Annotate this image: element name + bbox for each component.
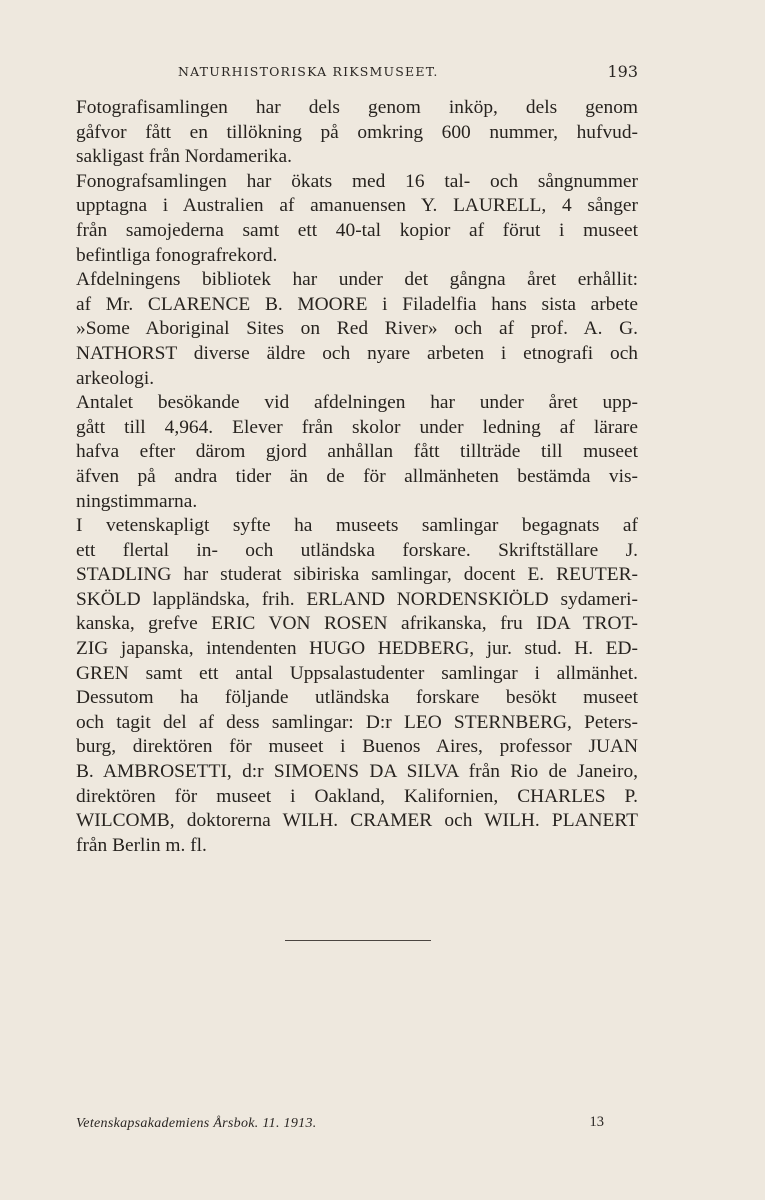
section-divider xyxy=(285,940,431,941)
signature-number: 13 xyxy=(589,1114,604,1130)
text-line: arkeologi. xyxy=(76,367,155,389)
text-line: STADLING har studerat sibiriska samlingar, docent E. REUTER- xyxy=(76,564,638,586)
text-line: WILCOMB, doktorerna WILH. CRAMER och WILH. PLANERT xyxy=(76,810,638,832)
text-line: B. AMBROSETTI, d:r SIMOENS DA SILVA från Rio de Janeiro, xyxy=(76,761,638,783)
paragraph-visitors xyxy=(76,391,638,514)
text-line: ZIG japanska, intendenten HUGO HEDBERG, jur. stud. H. ED- xyxy=(76,638,638,660)
text-line: från Berlin m. fl. xyxy=(76,834,207,856)
text-line: SKÖLD lappländska, frih. ERLAND NORDENSKIÖLD sydameri- xyxy=(76,588,638,610)
text-line: ningstimmarna. xyxy=(76,490,198,512)
text-line: NATHORST diverse äldre och nyare arbeten i etnografi och xyxy=(76,342,638,364)
text-line: och tagit del af dess samlingar: D:r LEO STERNBERG, Peters- xyxy=(76,711,638,733)
text-line: I vetenskapligt syfte ha museets samlingar begagnats af xyxy=(76,515,638,537)
paragraph-photo-collection xyxy=(76,96,638,170)
text-line: ett flertal in- och utländska forskare. Skriftställare J. xyxy=(76,539,638,561)
text-line: hafva efter därom gjord anhållan fått tillträde till museet xyxy=(76,441,638,463)
text-line: befintliga fonografrekord. xyxy=(76,244,278,266)
text-line: Fotografisamlingen har dels genom inköp, dels genom xyxy=(76,97,638,118)
text-line: Afdelningens bibliotek har under det gångna året erhållit: xyxy=(76,269,638,291)
text-line: äfven på andra tider än de för allmänheten bestämda vis- xyxy=(76,465,638,487)
paragraph-library xyxy=(76,268,638,391)
text-line: upptagna i Australien af amanuensen Y. LAURELL, 4 sånger xyxy=(76,195,638,217)
text-line: GREN samt ett antal Uppsalastudenter samlingar i allmänhet. xyxy=(76,662,638,684)
page-number: 193 xyxy=(607,62,638,81)
text-line: sakligast från Nordamerika. xyxy=(76,146,292,168)
text-line: af Mr. CLARENCE B. MOORE i Filadelfia hans sista arbete xyxy=(76,293,638,315)
text-line: Antalet besökande vid afdelningen har under året upp- xyxy=(76,392,638,414)
text-line: Dessutom ha följande utländska forskare besökt museet xyxy=(76,687,638,709)
text-line: kanska, grefve ERIC VON ROSEN afrikanska, fru IDA TROT- xyxy=(76,613,638,635)
body-text xyxy=(76,96,638,858)
publication-source: Vetenskapsakademiens Årsbok. 11. 1913. xyxy=(76,1116,317,1131)
text-line: burg, direktören för museet i Buenos Aires, professor JUAN xyxy=(76,736,638,758)
paragraph-phonograph-collection xyxy=(76,170,638,268)
text-line: direktören för museet i Oakland, Kalifornien, CHARLES P. xyxy=(76,785,638,807)
text-line: »Some Aboriginal Sites on Red River» och af prof. A. G. xyxy=(76,318,638,340)
text-line: gåfvor fått en tillökning på omkring 600 nummer, hufvud- xyxy=(76,121,638,143)
text-line: gått till 4,964. Elever från skolor under ledning af lärare xyxy=(76,416,638,438)
running-title: NATURHISTORISKA RIKSMUSEET. xyxy=(178,64,439,79)
text-line: från samojederna samt ett 40-tal kopior af förut i museet xyxy=(76,219,638,241)
running-head xyxy=(76,62,638,84)
text-line: Fonografsamlingen har ökats med 16 tal- och sångnummer xyxy=(76,170,638,192)
page-footer xyxy=(76,1116,604,1136)
paragraph-research xyxy=(76,514,638,858)
